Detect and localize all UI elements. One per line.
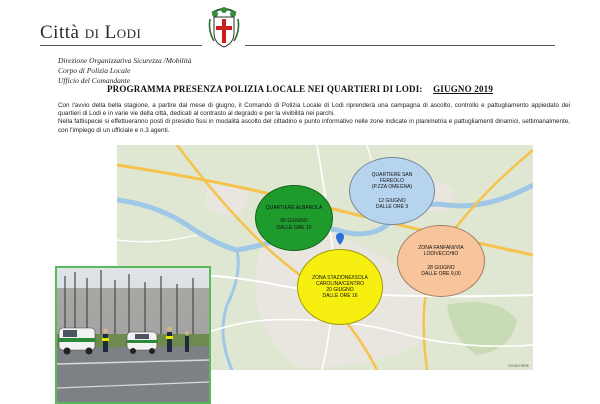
zone-san-fereolo: [349, 157, 435, 225]
office-corps: Corpo di Polizia Locale: [58, 66, 131, 75]
page-title: [0, 84, 600, 94]
zone-fanfani-name: ZONA FANFANI/VIA LODIVECCHIO: [418, 245, 464, 258]
city-title-prefix: Città: [40, 22, 80, 43]
city-title: [40, 22, 141, 44]
zone-stazione: [297, 249, 383, 325]
zone-fanfani-date: 28 GIUGNO: [427, 264, 455, 271]
zone-albarola-name: QUARTIERE ALBAROLA: [265, 205, 323, 212]
intro-text: [58, 102, 570, 135]
office-block: [58, 56, 192, 86]
header-divider-right: [245, 45, 555, 46]
office-commander: Ufficio del Comandante: [58, 76, 131, 85]
zone-stazione-name: ZONA STAZIONE/ISOLA CAROLINA/CENTRO: [312, 274, 368, 287]
zone-san-fereolo-name: QUARTIERE SAN FEREOLO: [371, 171, 413, 185]
zone-albarola-time: DALLE ORE 16: [276, 224, 312, 231]
intro-paragraph-2: Nella fattispecie si effettueranno posti di presidio fissi in modalità ascolto del cittadino e punto informativo nelle zone indicate in planimetria e pattugliamenti dinamici, settimanalmente, con l'impiego di un ufficiale e n.3 agenti.: [58, 118, 570, 134]
office-directorate: Direzione Organizzativa Sicurezza /Mobilità: [58, 56, 192, 65]
header-divider-left: [40, 45, 202, 46]
photo-scene: [57, 268, 209, 402]
zone-albarola: [255, 185, 333, 251]
city-crest-icon: [206, 5, 242, 49]
police-patrol-photo: [55, 266, 211, 404]
zone-fanfani-time: DALLE ORE 9,00: [421, 270, 461, 277]
page-title-text: PROGRAMMA PRESENZA POLIZIA LOCALE NEI QUARTIERI DI LODI:: [106, 84, 423, 94]
zone-san-fereolo-place: (P.ZZA OMEGNA): [371, 184, 413, 191]
zone-fanfani: [397, 225, 485, 297]
zone-stazione-date: 20 GIUGNO: [326, 287, 354, 293]
zone-san-fereolo-time: DALLE ORE 9: [375, 203, 409, 210]
city-title-name: Lodi: [104, 22, 142, 43]
intro-paragraph-1: Con l'avvio della bella stagione, a partire dal mese di giugno, il Comando di Polizia Locale di Lodi riprenderà una campagna di ascolto, controllo e pattugliamento appiedato dei quartieri di Lodi e in varie vie della città, dedicati al contrasto al degrado e per la vivibilità nei parchi.: [58, 102, 570, 118]
city-title-di: di: [84, 22, 100, 43]
page-title-month: GIUGNO 2019: [433, 84, 494, 94]
zone-albarola-date: 06 GIUGNO: [280, 218, 308, 225]
map-copyright: ©2018 HERE: [507, 364, 529, 368]
zone-stazione-time: DALLE ORE 16: [322, 293, 358, 300]
zone-san-fereolo-date: 12 GIUGNO: [378, 197, 406, 204]
